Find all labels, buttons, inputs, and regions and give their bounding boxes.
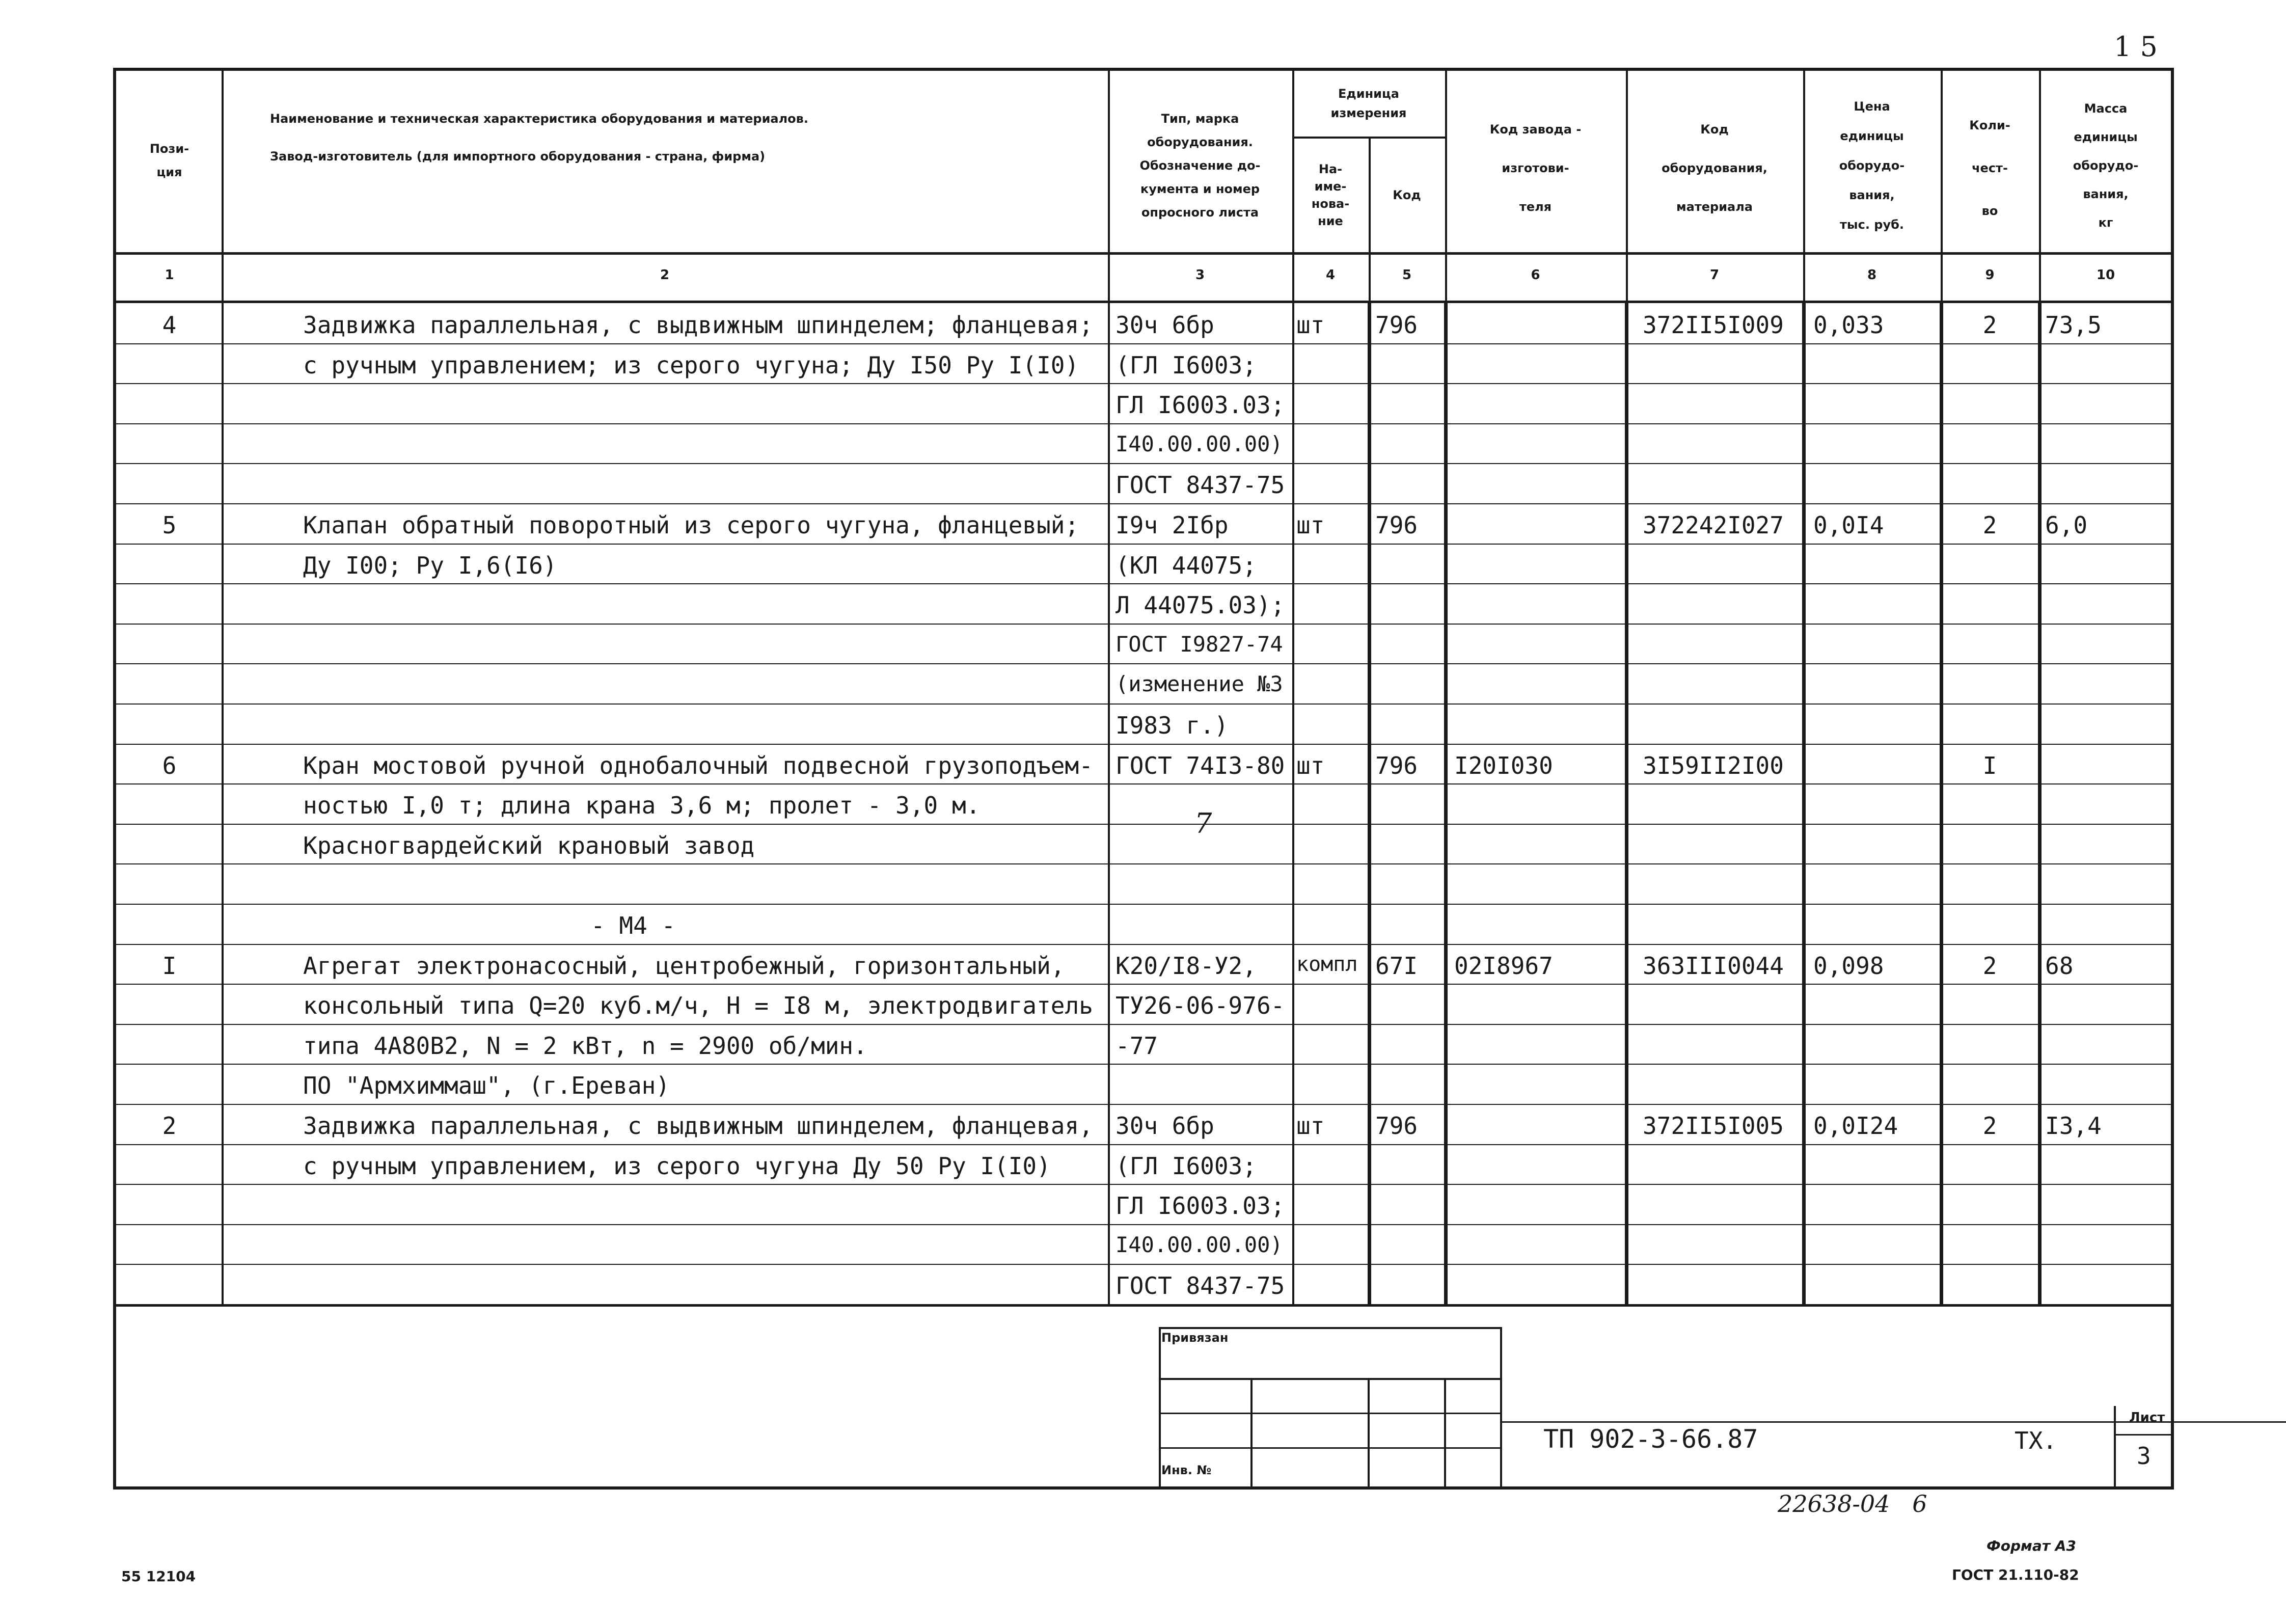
cell-pos: 5 xyxy=(162,511,177,539)
header-price: Цена единицы оборудо- вания, тыс. руб. xyxy=(1839,99,1905,232)
stamp-section: ТХ. xyxy=(2015,1427,2057,1454)
cell-equip-code: 3I59II2I00 xyxy=(1643,752,1784,779)
cell-price: 0,098 xyxy=(1813,952,1884,980)
column-number: 1 xyxy=(165,267,174,283)
cell-type: (КЛ 44075; xyxy=(1115,552,1257,579)
cell-pos: I xyxy=(162,952,177,980)
cell-unit-code: 796 xyxy=(1375,511,1418,539)
cell-qty: 2 xyxy=(1982,952,1997,980)
column-number: 3 xyxy=(1195,267,1205,283)
grid-line xyxy=(1250,1378,1253,1487)
cell-unit: шт xyxy=(1296,1112,1325,1140)
cell-equip-code: 372II5I005 xyxy=(1643,1112,1784,1140)
column-number: 2 xyxy=(660,267,670,283)
grid-line xyxy=(1500,1421,2286,1423)
column-number: 4 xyxy=(1325,267,1336,283)
cell-pos: 6 xyxy=(162,752,177,779)
grid-line xyxy=(116,1304,2172,1305)
page-mark: 1 5 xyxy=(2114,31,2158,63)
cell-mass: 73,5 xyxy=(2045,311,2102,339)
cell-unit: компл xyxy=(1296,953,1358,976)
cell-type: ГОСТ 8437-75 xyxy=(1115,1272,1285,1300)
stamp-bound-label: Привязан xyxy=(1161,1331,1229,1345)
header-type: Тип, марка оборудования. Обозначение до- кумента и номер опросного листа xyxy=(1139,112,1261,220)
cell-type: 30ч 6бр xyxy=(1115,1112,1214,1140)
cell-unit: шт xyxy=(1296,752,1325,779)
cell-type: I40.00.00.00) xyxy=(1115,431,1283,456)
gost-label: ГОСТ 21.110-82 xyxy=(1952,1566,2079,1583)
cell-equip-code: 372242I027 xyxy=(1643,511,1784,539)
cell-type: Л 44075.03); xyxy=(1115,591,1285,619)
cell-name: Задвижка параллельная, с выдвижным шпинделем, фланцевая, xyxy=(303,1112,1093,1140)
handwritten-archive-number: 22638-04 6 xyxy=(1778,1490,1927,1518)
cell-type: 30ч 6бр xyxy=(1115,311,1214,339)
cell-equip-code: 372II5I009 xyxy=(1643,311,1784,339)
cell-name: с ручным управлением; из серого чугуна; Ду I50 Ру I(I0) xyxy=(303,351,1079,379)
handwritten-mark: 7 xyxy=(1194,807,1212,840)
cell-name: Ду I00; Ру I,6(I6) xyxy=(303,552,557,579)
grid-line xyxy=(116,863,2172,864)
grid-line xyxy=(116,1224,2172,1225)
grid-line xyxy=(1625,301,1628,1304)
grid-line xyxy=(116,583,2172,584)
cell-type: ГОСТ 74I3-80 xyxy=(1115,752,1285,779)
header-position: Пози- ция xyxy=(149,142,189,179)
header-quantity: Коли- чест- во xyxy=(1969,118,2010,218)
cell-mass: I3,4 xyxy=(2045,1112,2102,1140)
cell-qty: I xyxy=(1982,752,1997,779)
header-equipment-code: Код оборудования, материала xyxy=(1662,122,1767,214)
grid-line xyxy=(1159,1447,1500,1449)
cell-type: -77 xyxy=(1115,1032,1158,1060)
cell-pos: 2 xyxy=(162,1112,177,1140)
grid-line xyxy=(1159,1413,1500,1414)
cell-type: I40.00.00.00) xyxy=(1115,1232,1283,1257)
grid-line xyxy=(1368,1378,1370,1487)
column-number: 9 xyxy=(1985,267,1995,283)
cell-type: (ГЛ I6003; xyxy=(1115,1152,1257,1180)
grid-line xyxy=(113,68,2174,71)
stamp-sheet-label: Лист xyxy=(2129,1410,2165,1425)
grid-line xyxy=(116,783,2172,784)
grid-line xyxy=(116,624,2172,625)
grid-line xyxy=(116,824,2172,825)
cell-unit-code: 796 xyxy=(1375,1112,1418,1140)
cell-type: ГОСТ 8437-75 xyxy=(1115,471,1285,499)
cell-name: ностью I,0 т; длина крана 3,6 м; пролет - 3,0 м. xyxy=(303,792,981,819)
grid-line xyxy=(116,383,2172,384)
grid-line xyxy=(1444,301,1448,1304)
grid-line xyxy=(1159,1327,1161,1487)
grid-line xyxy=(116,544,2172,545)
grid-line xyxy=(1108,68,1110,1304)
grid-line xyxy=(2038,301,2042,1304)
stamp-document-code: ТП 902-3-66.87 xyxy=(1543,1424,1758,1454)
cell-unit-code: 67I xyxy=(1375,952,1418,980)
column-number: 8 xyxy=(1867,267,1877,283)
cell-type: (изменение №3 xyxy=(1115,671,1283,696)
cell-type: I983 г.) xyxy=(1115,712,1229,739)
grid-line xyxy=(116,703,2172,705)
header-maker-code: Код завода - изготови- теля xyxy=(1489,122,1582,214)
cell-name: типа 4А80В2, N = 2 кВт, n = 2900 об/мин. xyxy=(303,1032,867,1060)
cell-name: с ручным управлением, из серого чугуна Ду 50 Ру I(I0) xyxy=(303,1152,1051,1180)
cell-qty: 2 xyxy=(1982,511,1997,539)
cell-type: К20/I8-У2, xyxy=(1115,952,1257,980)
cell-mass: 68 xyxy=(2045,952,2074,980)
grid-line xyxy=(113,1486,2174,1490)
grid-line xyxy=(116,904,2172,905)
grid-line xyxy=(1940,301,1943,1304)
cell-unit-code: 796 xyxy=(1375,311,1418,339)
cell-unit: шт xyxy=(1296,311,1325,339)
cell-type: ГЛ I6003.03; xyxy=(1115,391,1285,419)
cell-type: ТУ26-06-976- xyxy=(1115,992,1285,1019)
grid-line xyxy=(222,68,224,1304)
cell-type: (ГЛ I6003; xyxy=(1115,351,1257,379)
cell-name: Клапан обратный поворотный из серого чугуна, фланцевый; xyxy=(303,511,1079,539)
grid-line xyxy=(116,984,2172,985)
grid-line xyxy=(116,1104,2172,1105)
grid-line xyxy=(2114,1434,2172,1436)
cell-unit: шт xyxy=(1296,511,1325,539)
cell-qty: 2 xyxy=(1982,311,1997,339)
cell-equip-code: 363III0044 xyxy=(1643,952,1784,980)
stamp-sheet-number: 3 xyxy=(2137,1442,2151,1470)
cell-name: - М4 - xyxy=(591,912,676,939)
cell-name: ПО "Армхиммаш", (г.Ереван) xyxy=(303,1072,670,1099)
grid-line xyxy=(116,1024,2172,1025)
cell-pos: 4 xyxy=(162,311,177,339)
grid-line xyxy=(116,1064,2172,1065)
column-number: 10 xyxy=(2096,267,2115,283)
cell-price: 0,0I24 xyxy=(1813,1112,1898,1140)
grid-line xyxy=(1500,1327,1502,1487)
grid-line xyxy=(116,343,2172,344)
format-label: Формат А3 xyxy=(1986,1537,2076,1554)
cell-maker-code: 02I8967 xyxy=(1454,952,1553,980)
cell-name: Агрегат электронасосный, центробежный, горизонтальный, xyxy=(303,952,1065,980)
grid-line xyxy=(116,463,2172,464)
grid-line xyxy=(1159,1378,1500,1380)
grid-line xyxy=(2114,1406,2116,1487)
cell-qty: 2 xyxy=(1982,1112,1997,1140)
grid-line xyxy=(116,1264,2172,1265)
cell-name: консольный типа Q=20 куб.м/ч, Н = I8 м, электродвигатель xyxy=(303,992,1093,1019)
column-number: 5 xyxy=(1402,267,1412,283)
cell-maker-code: I20I030 xyxy=(1454,752,1553,779)
grid-line xyxy=(1444,1378,1446,1487)
grid-line xyxy=(116,252,2172,255)
grid-line xyxy=(116,744,2172,745)
cell-price: 0,033 xyxy=(1813,311,1884,339)
header-mass: Масса единицы оборудо- вания, кг xyxy=(2073,101,2139,230)
cell-type: ГОСТ I9827-74 xyxy=(1115,632,1283,657)
grid-line xyxy=(116,1184,2172,1185)
grid-line xyxy=(116,423,2172,424)
grid-line xyxy=(116,663,2172,664)
grid-line xyxy=(116,503,2172,504)
grid-line xyxy=(1368,301,1371,1304)
cell-unit-code: 796 xyxy=(1375,752,1418,779)
stamp-inv-label: Инв. № xyxy=(1161,1463,1212,1477)
grid-line xyxy=(116,1144,2172,1145)
cell-price: 0,0I4 xyxy=(1813,511,1884,539)
grid-line xyxy=(113,68,116,1486)
column-number: 6 xyxy=(1531,267,1540,283)
header-unit-group: Единица измерения xyxy=(1330,86,1407,120)
grid-line xyxy=(1802,301,1806,1304)
grid-line xyxy=(116,301,2172,303)
cell-type: I9ч 2Iбр xyxy=(1115,511,1229,539)
header-unit-code: Код xyxy=(1393,187,1421,202)
grid-line xyxy=(116,944,2172,945)
cell-type: ГЛ I6003.03; xyxy=(1115,1192,1285,1220)
header-unit-name: На- име- нова- ние xyxy=(1311,161,1350,228)
column-number: 7 xyxy=(1709,267,1720,283)
cell-name: Задвижка параллельная, с выдвижным шпинделем; фланцевая; xyxy=(303,311,1093,339)
cell-mass: 6,0 xyxy=(2045,511,2088,539)
grid-line xyxy=(1292,68,1294,1304)
header-name: Наименование и техническая характеристика оборудования и материалов. Завод-изготовитель (для импортного оборудования - страна, фирма) xyxy=(270,112,808,164)
grid-line xyxy=(1159,1327,1500,1329)
form-number: 55 12104 xyxy=(121,1568,196,1585)
cell-name: Красногвардейский крановый завод xyxy=(303,832,755,859)
cell-name: Кран мостовой ручной однобалочный подвесной грузоподъем- xyxy=(303,752,1093,779)
